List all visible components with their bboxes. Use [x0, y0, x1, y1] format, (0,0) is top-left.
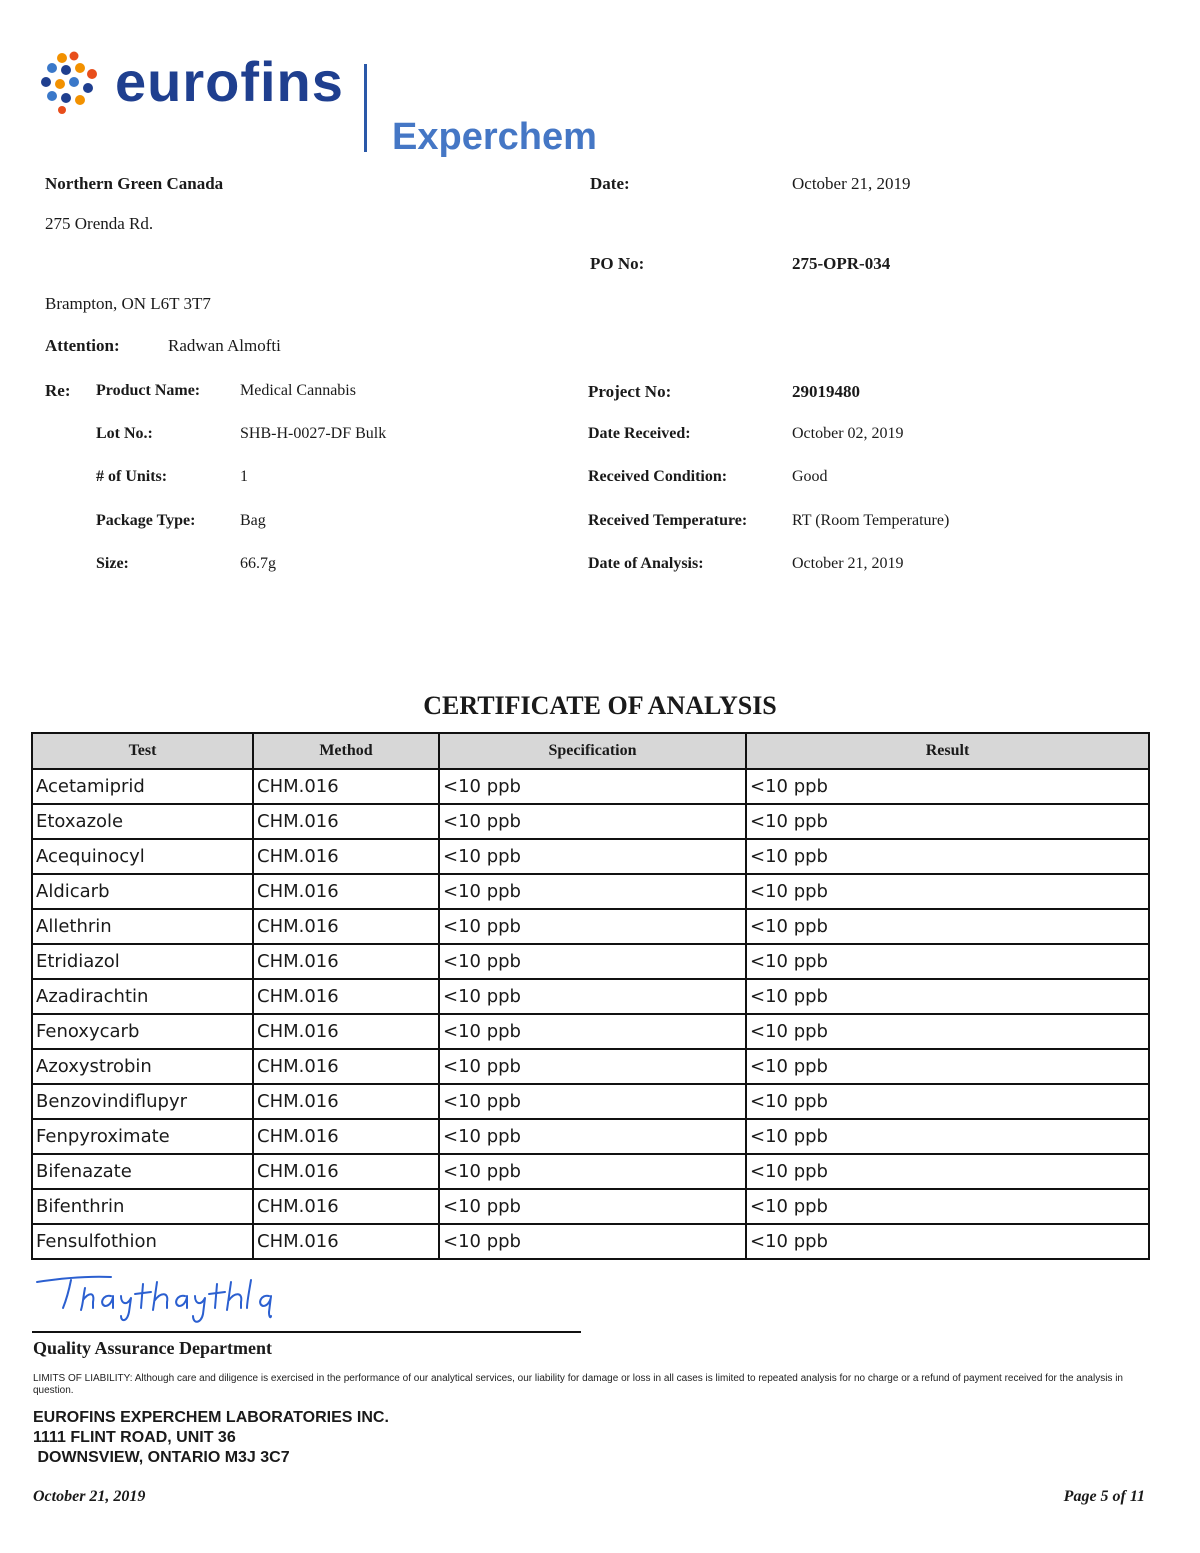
logo-divider: [364, 64, 367, 152]
product-name-label: Product Name:: [96, 382, 201, 399]
cell-specification: <10 ppb: [439, 1154, 746, 1189]
po-value: 275-OPR-034: [792, 254, 891, 273]
lab-address-line3: DOWNSVIEW, ONTARIO M3J 3C7: [33, 1449, 290, 1466]
cell-test: Fenoxycarb: [32, 1014, 253, 1049]
cell-method: CHM.016: [253, 1154, 439, 1189]
table-row: [32, 1084, 1149, 1119]
cell-result: <10 ppb: [746, 1224, 1149, 1259]
re-label: Re:: [45, 381, 71, 400]
size-value: 66.7g: [240, 555, 276, 572]
cell-test: Allethrin: [32, 909, 253, 944]
cell-specification: <10 ppb: [439, 1224, 746, 1259]
cell-method: CHM.016: [253, 1014, 439, 1049]
certificate-title: CERTIFICATE OF ANALYSIS: [423, 691, 777, 720]
product-name-value: Medical Cannabis: [240, 382, 356, 399]
package-value: Bag: [240, 512, 266, 529]
cell-test: Acetamiprid: [32, 769, 253, 804]
cell-method: CHM.016: [253, 909, 439, 944]
analysis-date-value: October 21, 2019: [792, 555, 904, 572]
lab-address-line1: EUROFINS EXPERCHEM LABORATORIES INC.: [33, 1409, 389, 1426]
client-address-line1: 275 Orenda Rd.: [45, 214, 154, 233]
table-header-row: [32, 733, 1149, 769]
date-received-value: October 02, 2019: [792, 425, 904, 442]
department-label: Quality Assurance Department: [33, 1338, 272, 1358]
date-value: October 21, 2019: [792, 174, 911, 193]
handwritten-signature: [33, 1268, 273, 1328]
condition-value: Good: [792, 468, 828, 485]
cell-method: CHM.016: [253, 804, 439, 839]
units-label: # of Units:: [96, 468, 168, 485]
table-row: [32, 1189, 1149, 1224]
table-row: [32, 769, 1149, 804]
cell-specification: <10 ppb: [439, 979, 746, 1014]
condition-label: Received Condition:: [588, 468, 728, 485]
table-row: [32, 1154, 1149, 1189]
table-row: [32, 944, 1149, 979]
cell-specification: <10 ppb: [439, 804, 746, 839]
header-test: Test: [32, 733, 253, 769]
package-label: Package Type:: [96, 512, 196, 529]
cell-method: CHM.016: [253, 1084, 439, 1119]
cell-method: CHM.016: [253, 1189, 439, 1224]
cell-specification: <10 ppb: [439, 944, 746, 979]
cell-test: Etridiazol: [32, 944, 253, 979]
cell-specification: <10 ppb: [439, 839, 746, 874]
division-wordmark: Experchem: [392, 116, 597, 158]
lab-address-line2: 1111 FLINT ROAD, UNIT 36: [33, 1429, 236, 1446]
cell-test: Fensulfothion: [32, 1224, 253, 1259]
cell-test: Etoxazole: [32, 804, 253, 839]
cell-test: Aldicarb: [32, 874, 253, 909]
date-received-label: Date Received:: [588, 425, 691, 442]
client-address-line2: Brampton, ON L6T 3T7: [45, 294, 211, 313]
units-value: 1: [240, 468, 248, 485]
cell-result: <10 ppb: [746, 804, 1149, 839]
cell-result: <10 ppb: [746, 909, 1149, 944]
temperature-value: RT (Room Temperature): [792, 512, 950, 529]
eurofins-logo-icon: [40, 50, 104, 114]
cell-result: <10 ppb: [746, 1049, 1149, 1084]
results-table: [31, 732, 1150, 1260]
cell-result: <10 ppb: [746, 1189, 1149, 1224]
limits-of-liability: LIMITS OF LIABILITY: Although care and diligence is exercised in the performance of our analytical services, our liability for damage or loss in all cases is limited to repeated analysis for no charge or a refund of payment received for the analysis in question.: [33, 1373, 1123, 1396]
cell-test: Acequinocyl: [32, 839, 253, 874]
cell-method: CHM.016: [253, 839, 439, 874]
signature-line: [32, 1331, 581, 1333]
lot-label: Lot No.:: [96, 425, 153, 442]
cell-test: Bifenazate: [32, 1154, 253, 1189]
cell-result: <10 ppb: [746, 769, 1149, 804]
cell-specification: <10 ppb: [439, 1049, 746, 1084]
cell-result: <10 ppb: [746, 1154, 1149, 1189]
table-row: [32, 1049, 1149, 1084]
cell-result: <10 ppb: [746, 944, 1149, 979]
cell-method: CHM.016: [253, 874, 439, 909]
footer-page-number: Page 5 of 11: [1063, 1488, 1145, 1505]
cell-specification: <10 ppb: [439, 1084, 746, 1119]
cell-specification: <10 ppb: [439, 909, 746, 944]
size-label: Size:: [96, 555, 129, 572]
cell-test: Azoxystrobin: [32, 1049, 253, 1084]
cell-test: Bifenthrin: [32, 1189, 253, 1224]
date-label: Date:: [590, 174, 630, 193]
cell-method: CHM.016: [253, 1224, 439, 1259]
cell-test: Fenpyroximate: [32, 1119, 253, 1154]
client-name: Northern Green Canada: [45, 174, 224, 193]
cell-result: <10 ppb: [746, 874, 1149, 909]
cell-specification: <10 ppb: [439, 1119, 746, 1154]
cell-specification: <10 ppb: [439, 1014, 746, 1049]
table-row: [32, 909, 1149, 944]
cell-specification: <10 ppb: [439, 769, 746, 804]
table-row: [32, 1224, 1149, 1259]
table-row: [32, 874, 1149, 909]
table-row: [32, 979, 1149, 1014]
header-method: Method: [253, 733, 439, 769]
analysis-date-label: Date of Analysis:: [588, 555, 704, 572]
cell-specification: <10 ppb: [439, 1189, 746, 1224]
table-row: [32, 839, 1149, 874]
temperature-label: Received Temperature:: [588, 512, 748, 529]
cell-result: <10 ppb: [746, 979, 1149, 1014]
cell-method: CHM.016: [253, 1049, 439, 1084]
cell-method: CHM.016: [253, 944, 439, 979]
cell-result: <10 ppb: [746, 1119, 1149, 1154]
table-row: [32, 804, 1149, 839]
project-no-label: Project No:: [588, 382, 672, 401]
cell-method: CHM.016: [253, 769, 439, 804]
header-result: Result: [746, 733, 1149, 769]
cell-test: Benzovindiflupyr: [32, 1084, 253, 1119]
cell-specification: <10 ppb: [439, 874, 746, 909]
footer-date: October 21, 2019: [33, 1488, 146, 1505]
table-row: [32, 1119, 1149, 1154]
header-specification: Specification: [439, 733, 746, 769]
lot-value: SHB-H-0027-DF Bulk: [240, 425, 387, 442]
cell-test: Azadirachtin: [32, 979, 253, 1014]
cell-method: CHM.016: [253, 979, 439, 1014]
lab-address: [33, 1408, 389, 1468]
project-no-value: 29019480: [792, 382, 860, 401]
attention-value: Radwan Almofti: [168, 336, 281, 355]
brand-wordmark: eurofins: [115, 50, 344, 113]
cell-result: <10 ppb: [746, 1084, 1149, 1119]
cell-result: <10 ppb: [746, 1014, 1149, 1049]
cell-method: CHM.016: [253, 1119, 439, 1154]
table-row: [32, 1014, 1149, 1049]
attention-label: Attention:: [45, 336, 120, 355]
po-label: PO No:: [590, 254, 645, 273]
cell-result: <10 ppb: [746, 839, 1149, 874]
